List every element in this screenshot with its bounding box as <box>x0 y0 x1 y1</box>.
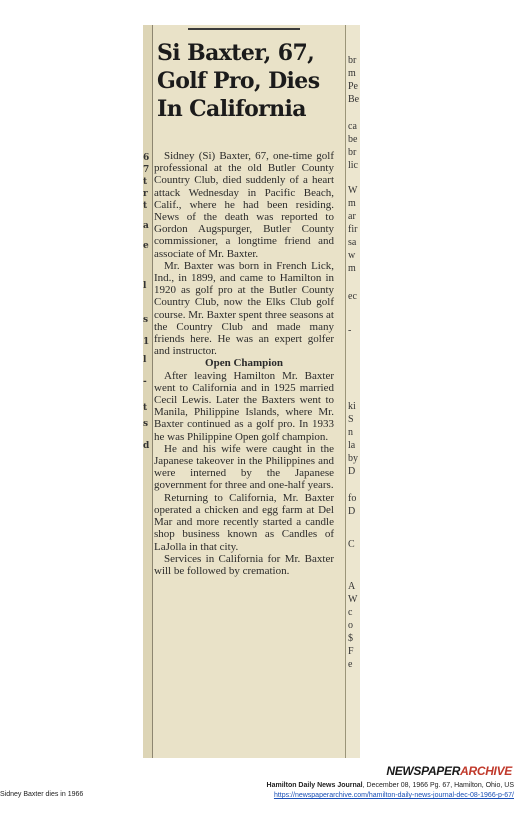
fragment-text: W <box>348 594 358 605</box>
fragment-text: n <box>348 427 353 438</box>
fragment-text: w <box>348 250 356 261</box>
article-body <box>154 150 334 577</box>
fragment-text: Be <box>348 94 360 105</box>
fragment-text: s <box>143 315 149 325</box>
paragraph: Returning to California, Mr. Baxter operated a chicken and egg farm at Del Mar and more recently started a candle shop business known as Candles of LaJolla in that city. <box>154 491 334 553</box>
fragment-text: C <box>348 539 355 550</box>
fragment-text: m <box>348 68 356 79</box>
fragment-text: be <box>348 134 358 145</box>
fragment-text: 1 <box>143 337 150 347</box>
citation <box>267 781 514 801</box>
fragment-text: $ <box>348 633 353 644</box>
newspaper-clipping <box>143 25 345 758</box>
paragraph: After leaving Hamilton Mr. Baxter went to California and in 1925 married Cecil Lewis. Later the Baxters went to Manila, Philippine Islands, where Mr. Baxter continued as a golf pro. In 1933 he was Philippine Open golf champion. <box>154 369 334 443</box>
newspaperarchive-logo <box>386 764 512 778</box>
left-column-fragment <box>143 25 153 758</box>
paragraph: Sidney (Si) Baxter, 67, one-time golf professional at the old Butler County Country Club, died suddenly of a heart attack Wednesday in Pacific Beach, Calif., where he had been residing. News of the death was reported to Gordon Augspurger, Butler County commissioner, a longtime friend and associate of Mr. Baxter. <box>154 150 334 260</box>
fragment-text: W <box>348 185 358 196</box>
fragment-text: fir <box>348 224 358 235</box>
fragment-text: ca <box>348 121 357 132</box>
fragment-text: D <box>348 466 356 477</box>
fragment-text: m <box>348 263 356 274</box>
fragment-text: e <box>348 659 353 670</box>
fragment-text: o <box>348 620 353 631</box>
fragment-text: s <box>143 419 149 429</box>
fragment-text: ec <box>348 291 357 302</box>
fragment-text: D <box>348 506 356 517</box>
clip-caption: Sidney Baxter dies in 1966 <box>0 791 84 798</box>
right-column-fragment <box>345 25 360 758</box>
fragment-text: br <box>348 147 357 158</box>
fragment-text: m <box>348 198 356 209</box>
fragment-text: t <box>143 201 148 211</box>
fragment-text: ki <box>348 401 356 412</box>
fragment-text: e <box>143 241 149 251</box>
fragment-text: - <box>143 377 147 387</box>
fragment-text: t <box>143 177 148 187</box>
publication-name: Hamilton Daily News Journal <box>266 782 363 789</box>
brand-main: NEWSPAPER <box>386 764 461 778</box>
fragment-text: sa <box>348 237 357 248</box>
fragment-text: - <box>348 325 352 336</box>
fragment-text: F <box>348 646 354 657</box>
fragment-text: A <box>348 581 356 592</box>
headline-line: In California <box>157 96 306 122</box>
fragment-text: ar <box>348 211 356 222</box>
fragment-text: la <box>348 440 356 451</box>
fragment-text: by <box>348 453 358 464</box>
fragment-text: l <box>143 281 147 291</box>
fragment-text: 6 <box>143 153 150 163</box>
fragment-text: r <box>143 189 148 199</box>
fragment-text: fo <box>348 493 357 504</box>
paragraph: He and his wife were caught in the Japanese takeover in the Philippines and were interned by the Japanese government for three and one-half years. <box>154 442 334 492</box>
paragraph: Services in California for Mr. Baxter will be followed by cremation. <box>154 552 334 577</box>
fragment-text: d <box>143 441 150 451</box>
fragment-text: t <box>143 403 148 413</box>
fragment-text: Pe <box>348 81 358 92</box>
fragment-text: c <box>348 607 353 618</box>
fragment-text: br <box>348 55 357 66</box>
citation-details: , December 08, 1966 Pg. 67, Hamilton, Ohio, US <box>362 782 514 789</box>
fragment-text: S <box>348 414 354 425</box>
brand-accent: ARCHIVE <box>460 764 512 778</box>
fragment-text: lic <box>348 160 358 171</box>
top-rule <box>188 28 300 30</box>
citation-line <box>267 781 514 791</box>
subheading: Open Champion <box>205 357 283 370</box>
paragraph: Mr. Baxter was born in French Lick, Ind., in 1899, and came to Hamilton in 1920 as golf pro at the Butler County Country Club, now the Elks Club golf course. Mr. Baxter spent three seasons at the Country Club and made many friends here. He was an expert golfer and instructor. <box>154 259 334 358</box>
fragment-text: 7 <box>143 165 150 175</box>
headline <box>157 39 337 123</box>
headline-line: Golf Pro, Dies <box>157 68 320 94</box>
fragment-text: l <box>143 355 147 365</box>
headline-line: Si Baxter, 67, <box>157 40 315 66</box>
fragment-text: a <box>143 221 149 231</box>
source-link[interactable]: https://newspaperarchive.com/hamilton-daily-news-journal-dec-08-1966-p-67/ <box>273 792 514 799</box>
